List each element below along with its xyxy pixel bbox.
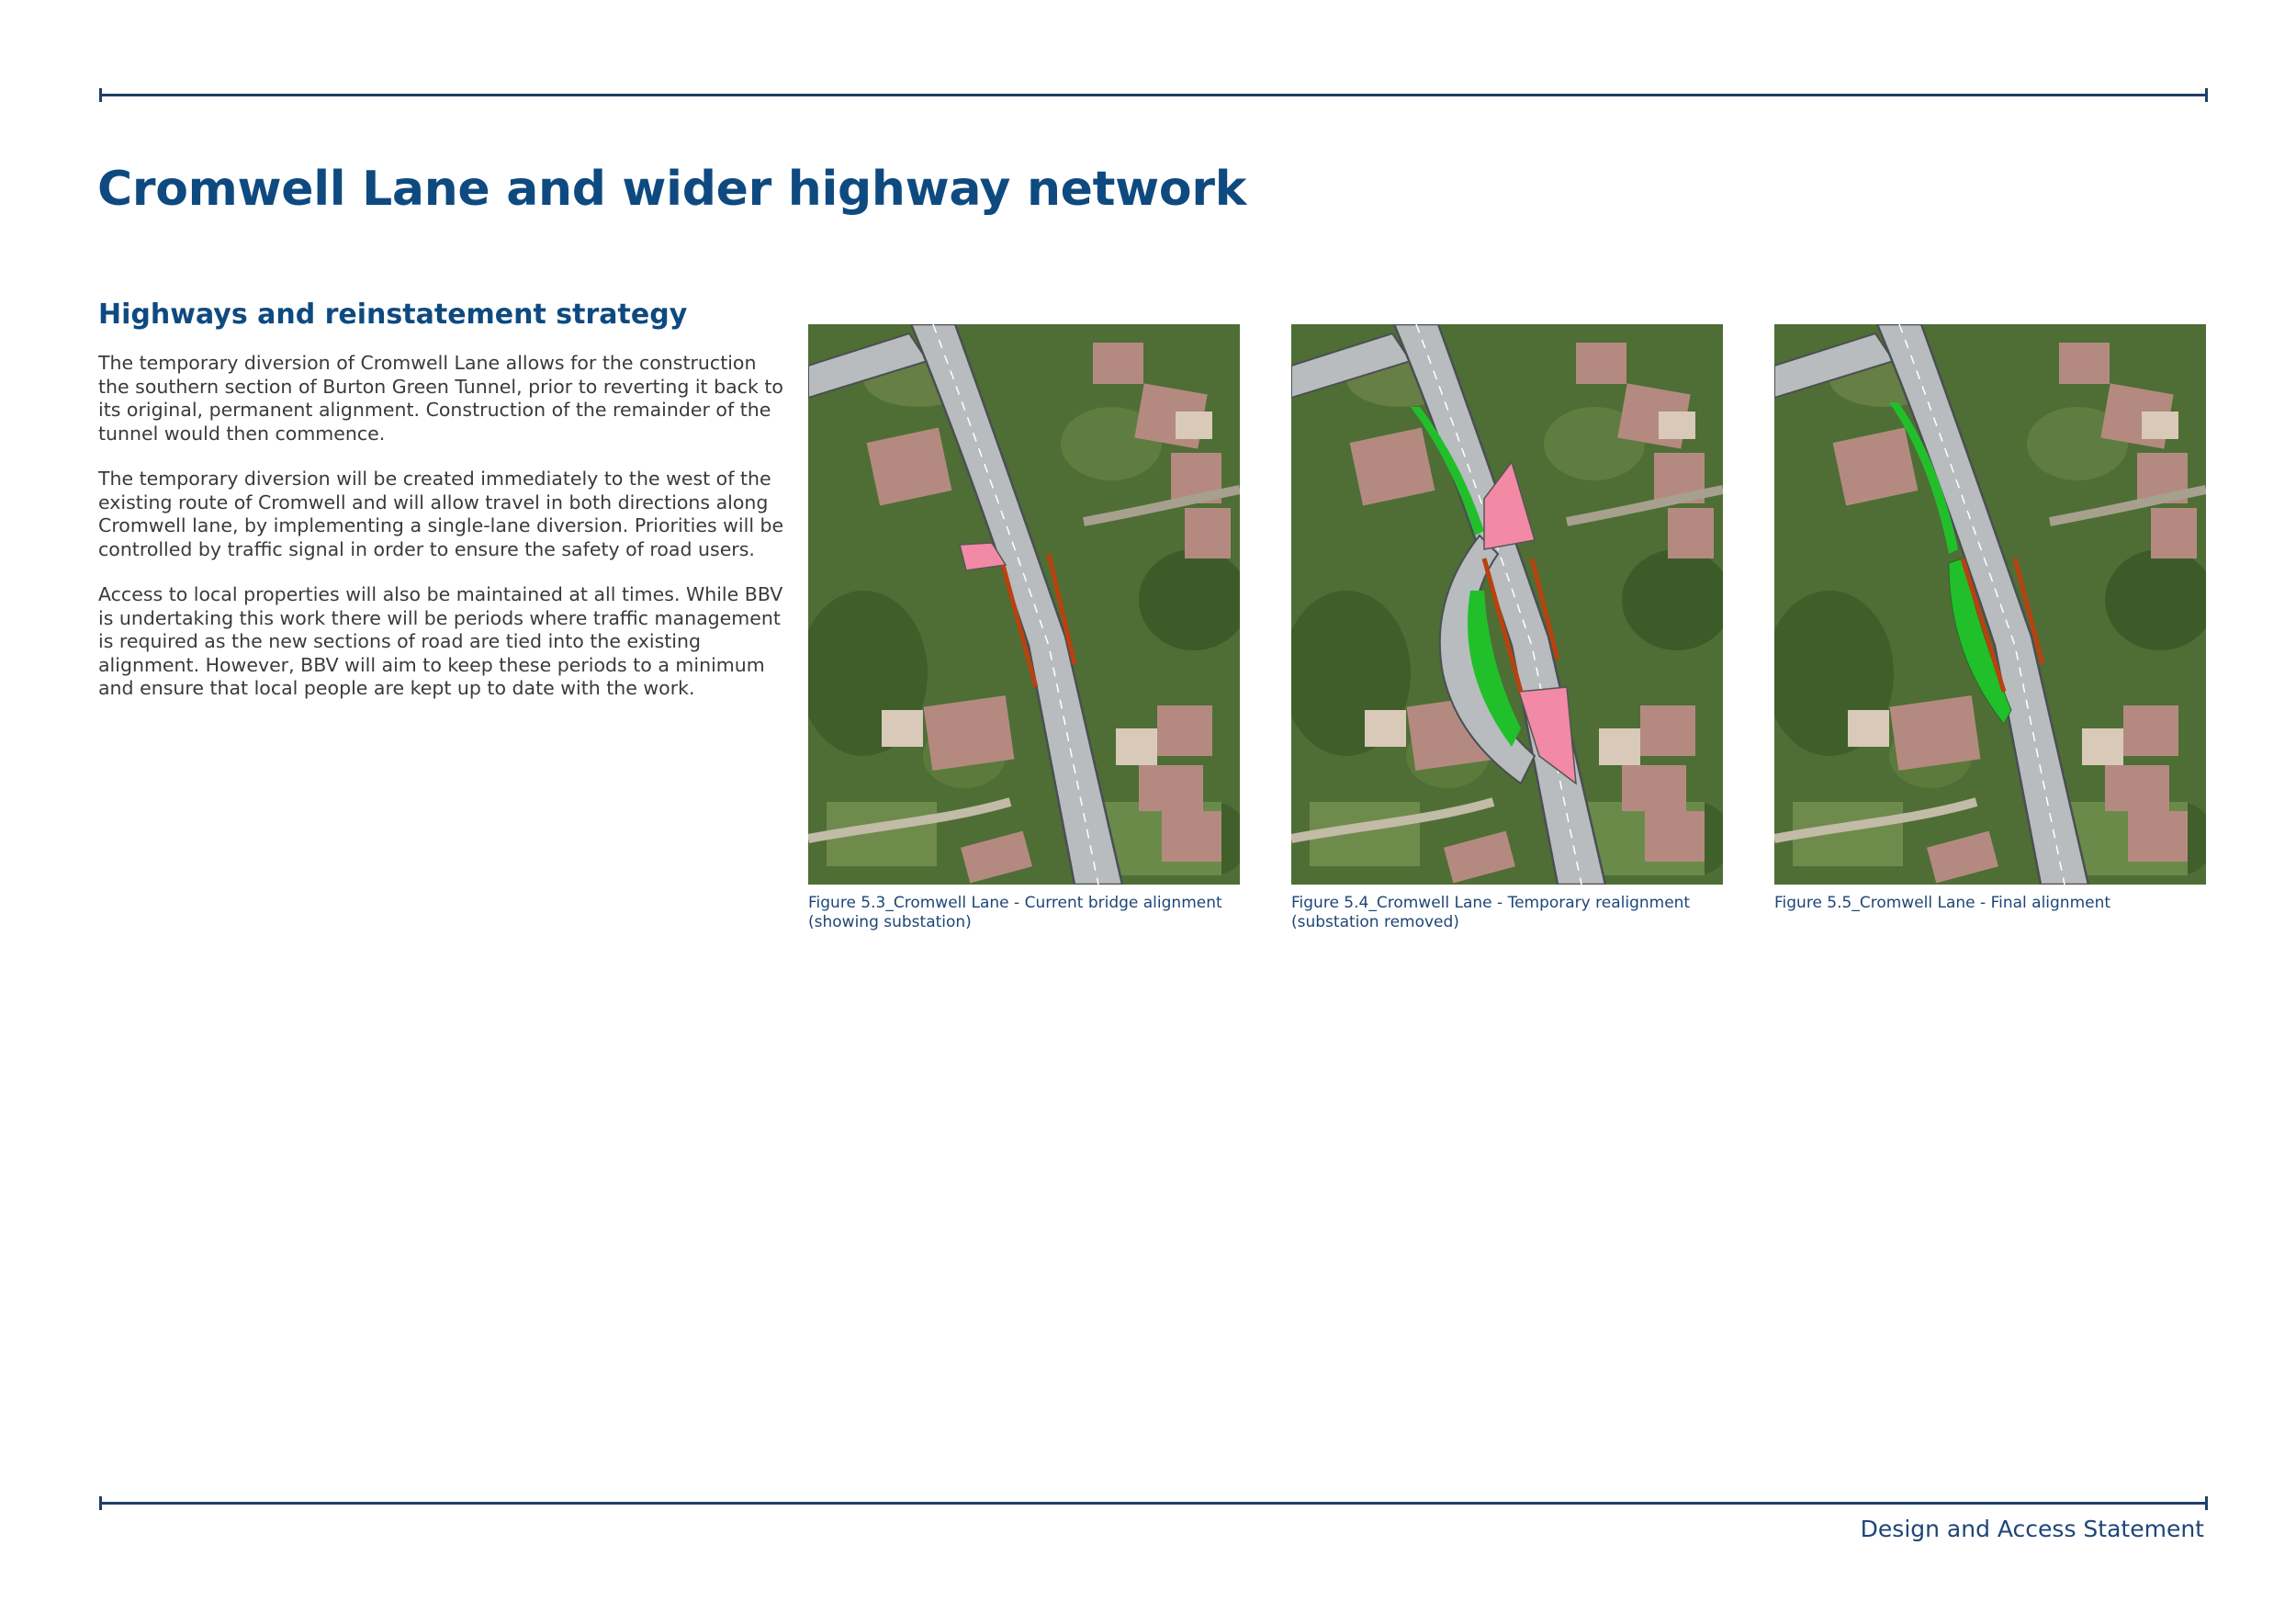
figure-current-alignment <box>808 324 1240 932</box>
figure-caption: Figure 5.3_Cromwell Lane - Current bridge alignment (showing substation) <box>808 894 1222 931</box>
aerial-map-temporary-realignment-icon <box>1291 324 1723 885</box>
page-title: Cromwell Lane and wider highway network <box>97 162 1246 217</box>
top-rule <box>99 94 2208 96</box>
aerial-map-final-alignment-icon <box>1774 324 2206 885</box>
figure-caption: Figure 5.4_Cromwell Lane - Temporary realignment (substation removed) <box>1291 894 1691 931</box>
paragraph: Access to local properties will also be maintained at all times. While BBV is undertaking this work there will be periods where traffic management is required as the new sections of road are tied into the existing alignment. However, BBV will aim to keep these periods to a minimum and ensure that local people are kept up to date with the work. <box>98 583 783 699</box>
figure-caption: Figure 5.5_Cromwell Lane - Final alignment <box>1774 894 2111 912</box>
figure-final-alignment <box>1774 324 2206 913</box>
footer-label: Design and Access Statement <box>1860 1516 2204 1542</box>
bottom-rule <box>99 1502 2208 1505</box>
aerial-map-current-alignment-icon <box>808 324 1240 885</box>
body-text <box>98 352 787 723</box>
figure-temporary-realignment <box>1291 324 1723 932</box>
section-heading: Highways and reinstatement strategy <box>98 299 688 331</box>
paragraph: The temporary diversion of Cromwell Lane allows for the construction the southern section of Burton Green Tunnel, prior to reverting it back to its original, permanent alignment. Construction of the remainder of the tunnel would then commence. <box>98 352 783 445</box>
paragraph: The temporary diversion will be created immediately to the west of the existing route of Cromwell and will allow travel in both directions along Cromwell lane, by implementing a single-lane diversion. Priorities will be controlled by traffic signal in order to ensure the safety of road users. <box>98 468 784 560</box>
